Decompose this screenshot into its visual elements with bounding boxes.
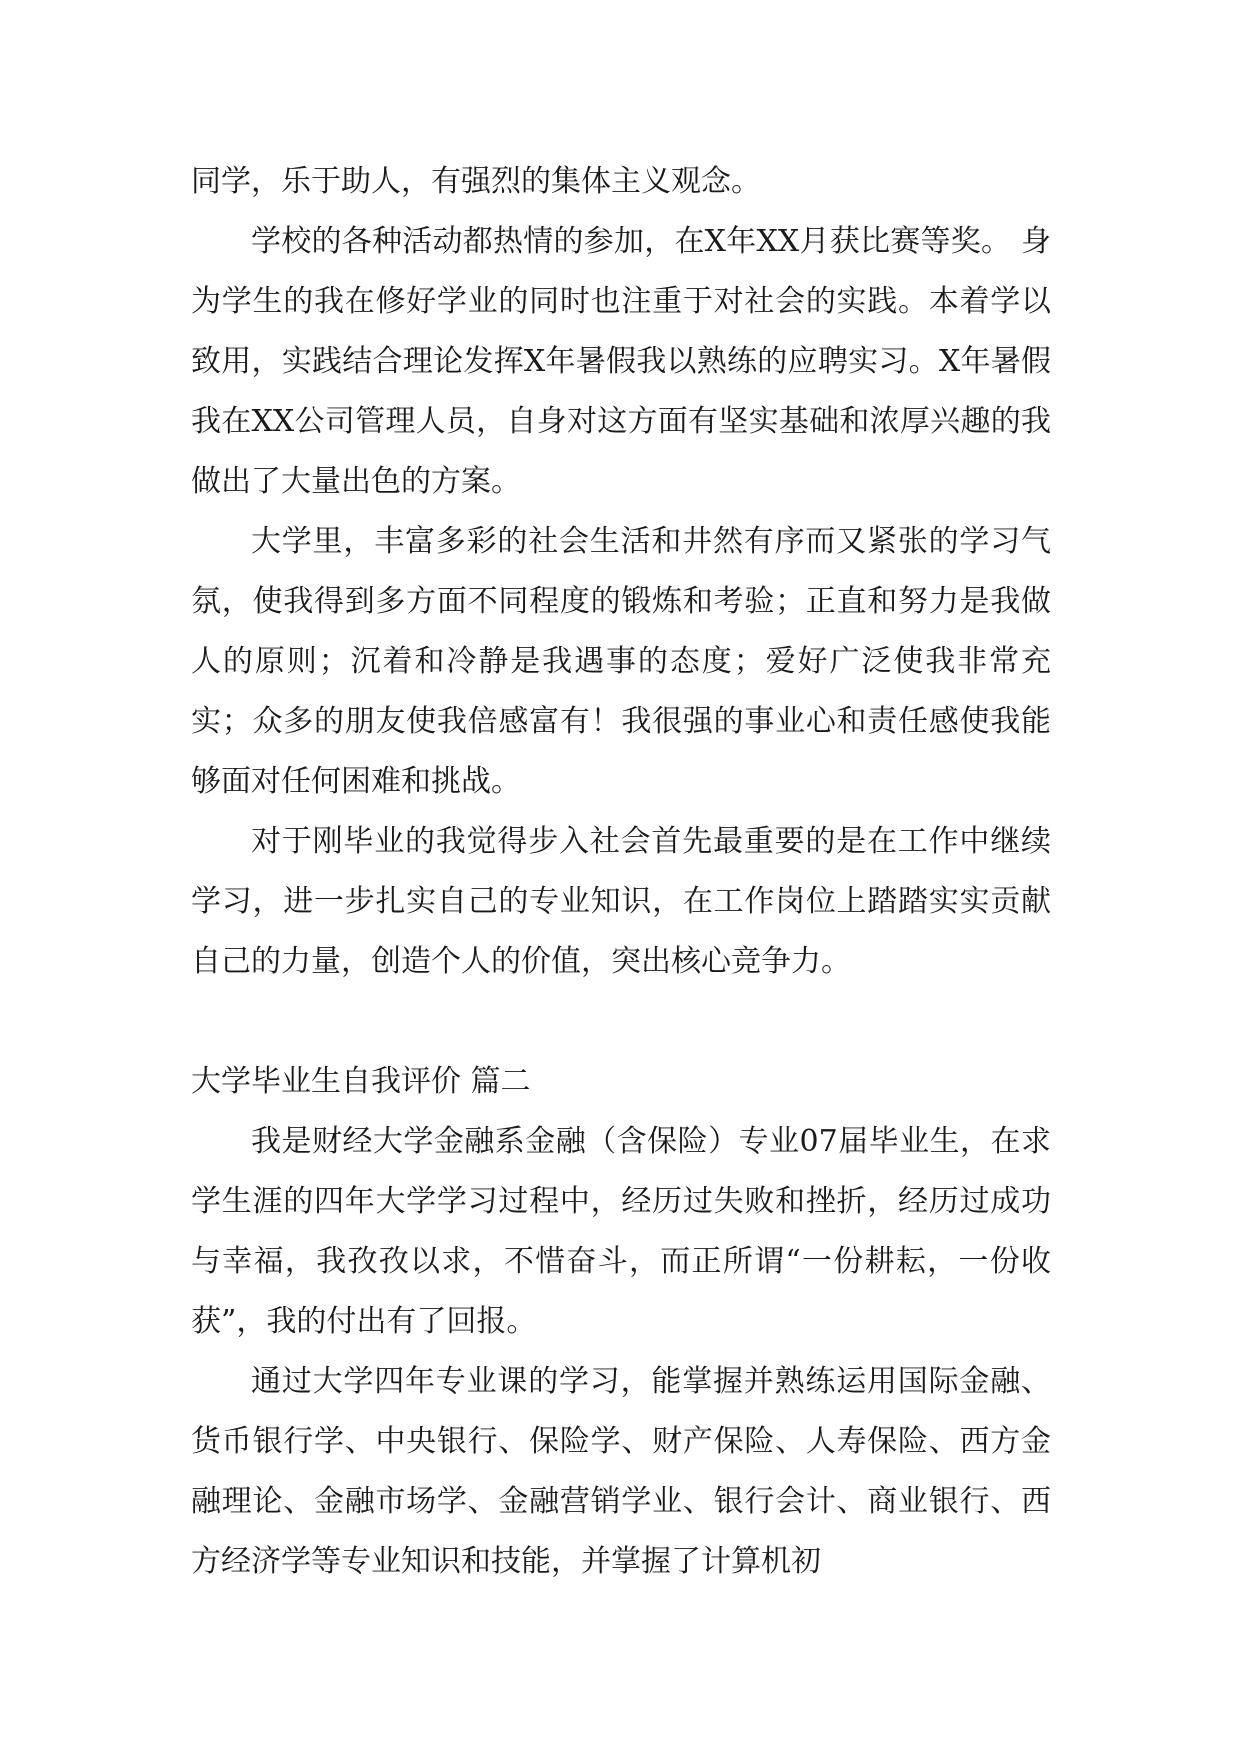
paragraph-continued: 同学，乐于助人，有强烈的集体主义观念。 bbox=[191, 164, 761, 199]
paragraph-courses: 通过大学四年专业课的学习，能掌握并熟练运用国际金融、货币银行学、中央银行、保险学、财产保险、人寿保险、西方金融理论、金融市场学、金融营销学业、银行会计、商业银行、西方经济学等专业知识和技能，并掌握了计算机初 bbox=[191, 1364, 1051, 1579]
paragraph-after-graduation: 对于刚毕业的我觉得步入社会首先最重要的是在工作中继续学习，进一步扎实自己的专业知识，在工作岗位上踏踏实实贡献自己的力量，创造个人的价值，突出核心竞争力。 bbox=[191, 824, 1051, 979]
paragraph-introduction: 我是财经大学金融系金融（含保险）专业07届毕业生，在求学生涯的四年大学学习过程中，经历过失败和挫折，经历过成功与幸福，我孜孜以求，不惜奋斗，而正所谓“一份耕耘，一份收获”，我的付出有了回报。 bbox=[191, 1124, 1051, 1339]
section-heading: 大学毕业生自我评价 篇二 bbox=[191, 1064, 531, 1099]
document-body bbox=[191, 152, 1051, 1592]
paragraph-university-life: 大学里，丰富多彩的社会生活和井然有序而又紧张的学习气氛，使我得到多方面不同程度的锻炼和考验；正直和努力是我做人的原则；沉着和冷静是我遇事的态度；爱好广泛使我非常充实；众多的朋友使我倍感富有！我很强的事业心和责任感使我能够面对任何困难和挑战。 bbox=[191, 524, 1051, 799]
paragraph-activities: 学校的各种活动都热情的参加，在X年XX月获比赛等奖。 身为学生的我在修好学业的同时也注重于对社会的实践。本着学以致用，实践结合理论发挥X年暑假我以熟练的应聘实习。X年暑假我在XX公司管理人员，自身对这方面有坚实基础和浓厚兴趣的我做出了大量出色的方案。 bbox=[191, 224, 1051, 499]
